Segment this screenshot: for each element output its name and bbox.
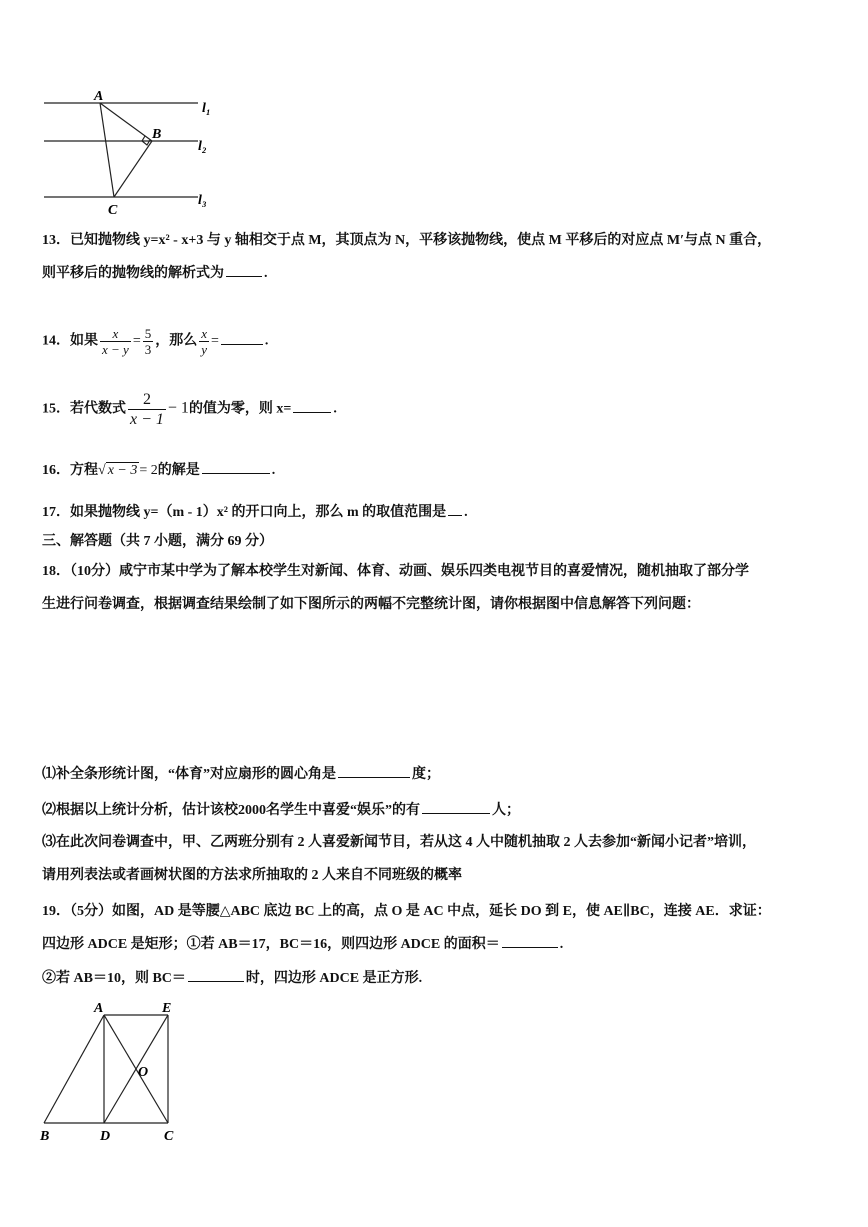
question-19-text-3: ②若 AB＝10，则 BC＝ (42, 971, 186, 986)
answer-blank-19-1[interactable] (502, 933, 558, 948)
fraction-5-over-3: $\frac{5}{3}$ (144, 326, 152, 357)
segment-ac (100, 103, 114, 197)
question-17 (42, 501, 468, 521)
label-c: C (164, 1129, 174, 1144)
sqrt-expression: √ x − 3 (98, 462, 138, 478)
question-13-text: 13．已知抛物线 y=x² - x+3 与 y 轴相交于点 M，其顶点为 N，平移该抛物线，使点 M 平移后的对应点 M′与点 N 重合， (42, 233, 772, 248)
part-2-suffix: 人； (492, 803, 520, 818)
fraction-2-over-x-minus-1: $\frac{2}{x - 1}$ (130, 391, 164, 428)
equals-sign: = (211, 333, 219, 349)
equals-sign: = (132, 333, 141, 349)
question-15 (42, 390, 337, 429)
answer-blank-13[interactable] (226, 262, 262, 277)
rectangle-adce-figure (36, 996, 196, 1146)
question-17-text: 17．如果抛物线 y=（m - 1）x² 的开口向上，那么 m 的取值范围是 (42, 505, 447, 520)
period: . (464, 505, 468, 520)
part-1-suffix: 度； (412, 767, 440, 782)
label-b: B (152, 127, 162, 142)
answer-blank-18-1[interactable] (338, 763, 410, 778)
label-a: A (94, 1001, 104, 1016)
question-13-line-1 (42, 229, 771, 249)
section-title: 三、解答题（共 7 小题，满分 69 分） (42, 534, 273, 549)
question-19-text: 19．（5分）如图，AD 是等腰△ABC 底边 BC 上的高，点 O 是 AC 中点，延长 DO 到 E，使 AE∥BC，连接 AE．求证： (42, 904, 771, 919)
answer-blank-19-2[interactable] (188, 967, 244, 982)
answer-blank-16[interactable] (202, 459, 270, 474)
label-l1: l₁ (202, 101, 211, 116)
period: . (264, 266, 268, 281)
question-14 (42, 326, 268, 357)
question-16-mid: 的解是 (157, 463, 200, 478)
question-18-line-2 (42, 593, 700, 613)
segment-ab (100, 103, 152, 141)
question-18-text: 18．（10分）咸宁市某中学为了解本校学生对新闻、体育、动画、娱乐四类电视节目的喜爱情况，随机抽取了部分学 (42, 564, 749, 579)
label-l3: l₃ (198, 193, 207, 208)
part-2-text: ⑵根据以上统计分析，估计该校2000名学生中喜爱“娱乐”的有 (42, 803, 420, 818)
question-19-line-3 (42, 967, 422, 987)
label-a: A (94, 89, 104, 104)
question-18-line-1 (42, 560, 749, 580)
answer-blank-18-2[interactable] (422, 799, 490, 814)
period: . (264, 333, 269, 349)
question-18-part-3-line-1 (42, 831, 756, 851)
question-18-text-2: 生进行问卷调查，根据调查结果绘制了如下图所示的两幅不完整统计图，请你根据图中信息解答下列问题： (42, 597, 700, 612)
question-18-part-3-line-2 (42, 864, 462, 884)
question-19-suffix: 时，四边形 ADCE 是正方形. (245, 971, 423, 986)
question-16-prefix: 16．方程 (42, 463, 98, 478)
minus-one: − 1 (167, 399, 189, 417)
period: . (333, 401, 337, 417)
part-3-text: ⑶在此次问卷调查中，甲、乙两班分别有 2 人喜爱新闻节目，若从这 4 人中随机抽取 2 人去参加“新闻小记者”培训， (42, 835, 756, 850)
question-19-text-2: 四边形 ADCE 是矩形；①若 AB＝17，BC＝16，则四边形 ADCE 的面积＝ (42, 937, 500, 952)
period: . (271, 463, 276, 478)
section-3-title (42, 530, 273, 550)
question-14-mid: ，那么 (155, 333, 198, 349)
answer-blank-14[interactable] (221, 330, 263, 345)
segment-ab (44, 1015, 104, 1123)
period: . (559, 937, 564, 952)
label-d: D (100, 1129, 111, 1144)
question-15-mid: 的值为零，则 x= (188, 401, 292, 417)
fraction-x-over-y: $\frac{x}{y}$ (201, 326, 207, 357)
label-o: O (138, 1065, 149, 1080)
question-18-part-2 (42, 799, 520, 819)
segment-bc (114, 141, 152, 197)
question-14-prefix: 14．如果 (42, 333, 98, 349)
part-1-text: ⑴补全条形统计图，“体育”对应扇形的圆心角是 (42, 767, 336, 782)
fraction-x-over-x-minus-y: $\frac{x}{x - y}$ (102, 326, 129, 357)
question-18-part-1 (42, 763, 440, 783)
parallel-lines-triangle-figure (36, 84, 226, 219)
label-e: E (162, 1001, 172, 1016)
equals-two: = 2 (139, 463, 158, 478)
question-19-line-2 (42, 933, 563, 953)
question-16 (42, 459, 275, 479)
question-13-text-2: 则平移后的抛物线的解析式为 (42, 266, 224, 281)
part-3-text-2: 请用列表法或者画树状图的方法求所抽取的 2 人来自不同班级的概率 (42, 868, 462, 883)
answer-blank-15[interactable] (293, 398, 331, 413)
label-l2: l₂ (198, 139, 207, 154)
label-b: B (40, 1129, 50, 1144)
answer-blank-17[interactable] (448, 501, 462, 516)
question-15-prefix: 15．若代数式 (42, 401, 126, 417)
question-13-line-2 (42, 262, 268, 282)
label-c: C (108, 203, 118, 218)
question-19-line-1 (42, 900, 771, 920)
